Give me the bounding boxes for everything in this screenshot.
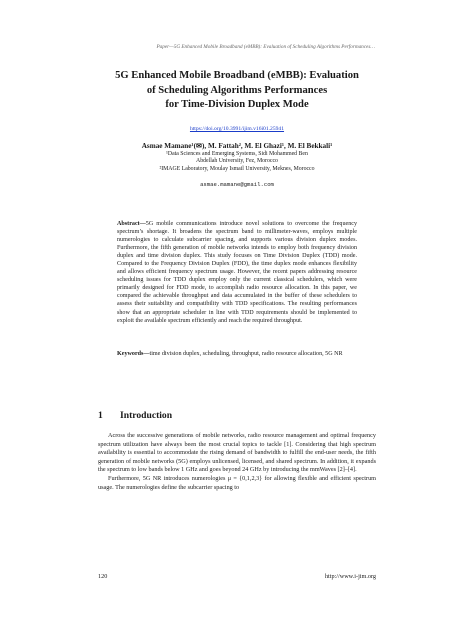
- doi-link[interactable]: https://doi.org/10.3991/ijim.v16i01.25941: [189, 126, 285, 132]
- paragraph-1: Across the successive generations of mobile networks, radio resource management and optimal frequency spectrum utilization have always been the most crucial topics to tackle [1]. Considering that high spectrum availability is essential to accommodate the rising demand of bandwidth to fulfill the end-user needs, the fifth generation of mobile networks (5G) employs unlicensed, licensed, and shared spectrum. In addition, it expands the spectrum to low bands below 1 GHz and goes beyond 24 GHz by introducing the mmWaves [2]–[4].: [98, 432, 376, 474]
- body-text: [98, 432, 376, 492]
- keywords: [117, 350, 357, 358]
- author-list: Asmae Mamane¹(✉), M. Fattah², M. El Ghazi¹, M. El Bekkali¹: [141, 142, 333, 150]
- abstract: [117, 220, 357, 325]
- affiliation-1: [110, 151, 364, 166]
- journal-url[interactable]: http://www.i-jim.org: [324, 573, 376, 580]
- paper-title-line-2: of Scheduling Algorithms Performances: [146, 84, 328, 96]
- affiliation-1-line-2: Abdellah University, Fez, Morocco: [196, 158, 278, 165]
- page-number: 120: [98, 573, 108, 580]
- section-title: Introduction: [120, 410, 173, 421]
- keywords-label: Keywords—: [117, 351, 150, 357]
- affiliation-1-line-1: ¹Data Sciences and Emerging Systems, Sidi Mohammed Ben: [166, 151, 308, 157]
- author-email[interactable]: asmae.mamane@gmail.com: [200, 181, 274, 188]
- paper-title: [70, 69, 404, 113]
- section-heading: [98, 410, 378, 421]
- paper-title-line-1: 5G Enhanced Mobile Broadband (eMBB): Evaluation: [115, 70, 359, 81]
- abstract-label: Abstract—: [117, 221, 146, 227]
- section-number: 1: [98, 410, 103, 421]
- keywords-text: time division duplex, scheduling, throughput, radio resource allocation, 5G NR: [149, 351, 343, 357]
- abstract-text: 5G mobile communications introduce novel solutions to overcome the frequency spectrum’s shortage. It broadens the spectrum band to millimeter-waves, employs multiple numerologies to calculate subcarrier spacing, and supports various division duplex modes. Furthermore, the fifth generation of mobile networks intends to employ both frequency division duplex and time division duplex. This study focuses on Time Division Duplex (TDD) mode. Compared to the Frequency Division Duplex (FDD), the time duplex mode enhances flexibility and allows efficient frequency spectrum usage. However, the recent papers addressing resource scheduling issues for TDD duplex employ only the current classical schedulers, which were primarily designed for FDD mode, to accomplish radio resource allocation. In this paper, we compared the achievable throughput and data accumulated in the buffer of these schedulers to assess their suitability and compatibility with TDD specifications. The resulting performances show that an appropriate scheduler in line with TDD requirements should be implemented to exploit the available spectrum efficiently and reach the required throughput.: [117, 221, 357, 324]
- running-head: Paper—5G Enhanced Mobile Broadband (eMBB): Evaluation of Scheduling Algorithms Performances…: [156, 44, 375, 50]
- paragraph-2: Furthermore, 5G NR introduces numerologies μ = {0,1,2,3} for allowing flexible and efficient spectrum usage. The numerologies define the subcarrier spacing to: [98, 474, 376, 491]
- paper-title-line-3: for Time-Division Duplex Mode: [165, 99, 309, 110]
- affiliation-2: ²IMAGE Laboratory, Moulay Ismail University, Meknes, Morocco: [159, 166, 315, 172]
